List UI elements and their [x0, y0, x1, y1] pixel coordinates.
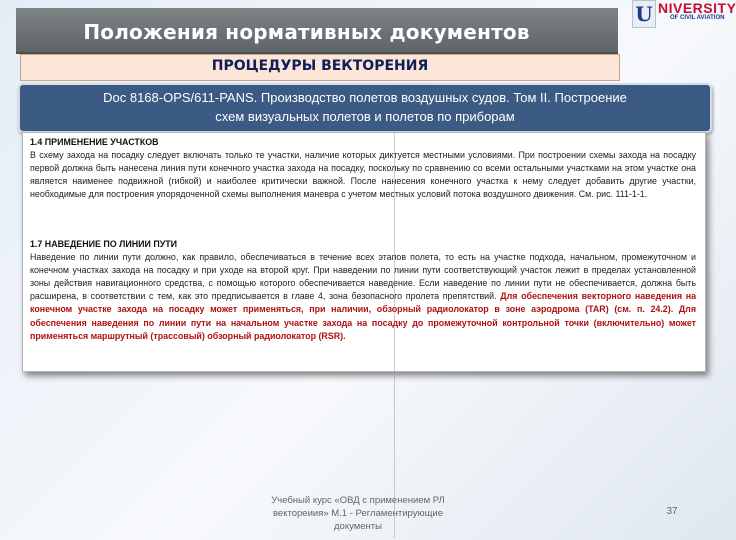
title-bar — [16, 8, 618, 54]
logo-name: NIVERSITY — [658, 0, 736, 16]
section-1-4-text: В схему захода на посадку следует включать только те участки, наличие которых диктуется местными условиями. При построении схемы захода на посадку первой должна быть нанесена линия пути конечного участка захода на посадку, поскольку по сравнению со всеми остальными участками на этом участке она является наименее подвижной (гибкой) и наиболее критически важной. После нанесения конечного участка к нему следует добавить другие участки, необходимые для построения упорядоченной схемы выполнения маневра с учетом местных условий потока воздушного движения. См. рис. 111-1-1. — [30, 150, 696, 200]
footer-line-2: вектореиия» М.1 - Регламентирующие — [272, 508, 443, 519]
footer-line-3: документы — [334, 521, 382, 532]
section-1-7-highlight: Для обеспечения векторного наведения на конечном участке захода на посадку может применяться, при наличии, обзорный радиолокатор в зоне аэродрома (TAR) (см. п. 24.2). Для обеспечения наведения по линии пути на начальном участке захода на посадку до промежуточной контрольной точки (включительно) может применяться маршрутный (трассовый) обзорный радиолокатор (RSR). — [30, 291, 697, 341]
guide-line — [394, 132, 395, 538]
section-title: ПРОЦЕДУРЫ ВЕКТОРЕНИЯ — [211, 58, 429, 74]
doc-reference-line-2: схем визуальных полетов и полетов по приборам — [215, 109, 515, 124]
footer-line-1: Учебный курс «ОВД с применением РЛ — [271, 495, 445, 506]
section-1-4-heading: 1.4 ПРИМЕНЕНИЕ УЧАСТКОВ — [30, 137, 159, 147]
footer-course-text — [248, 494, 468, 533]
page-number: 37 — [666, 506, 678, 517]
section-1-7-text: Наведение по линии пути должно, как правило, обеспечиваться в течение всех этапов полета, то есть на участке подхода, начальном, промежуточном и конечном участках захода на посадку и при уходе на второй круг. При наведении по линии пути соответствующий участок лежит в пределах установленной зоны действия навигационного средства, с помощью которого обеспечивается наведение. Если наведение по линии пути не обеспечивается, должна быть расширена, в соответствии с тем, как это предписывается в главе 4, зона безопасного пролета препятствий. — [30, 252, 696, 302]
slide-title: Положения нормативных документов — [83, 20, 530, 44]
logo-subtitle: OF CIVIL AVIATION — [670, 15, 725, 21]
content-panel — [22, 132, 706, 372]
section-1-4 — [30, 136, 696, 201]
university-logo — [630, 0, 736, 28]
doc-reference-line-1: Doc 8168-OPS/611-PANS. Производство полетов воздушных судов. Том II. Построение — [103, 90, 627, 105]
section-1-7-heading: 1.7 НАВЕДЕНИЕ ПО ЛИНИИ ПУТИ — [30, 239, 178, 249]
section-1-7 — [30, 238, 696, 343]
logo-u-icon: U — [632, 0, 656, 28]
document-reference-box — [18, 83, 712, 133]
section-bar — [20, 54, 620, 81]
